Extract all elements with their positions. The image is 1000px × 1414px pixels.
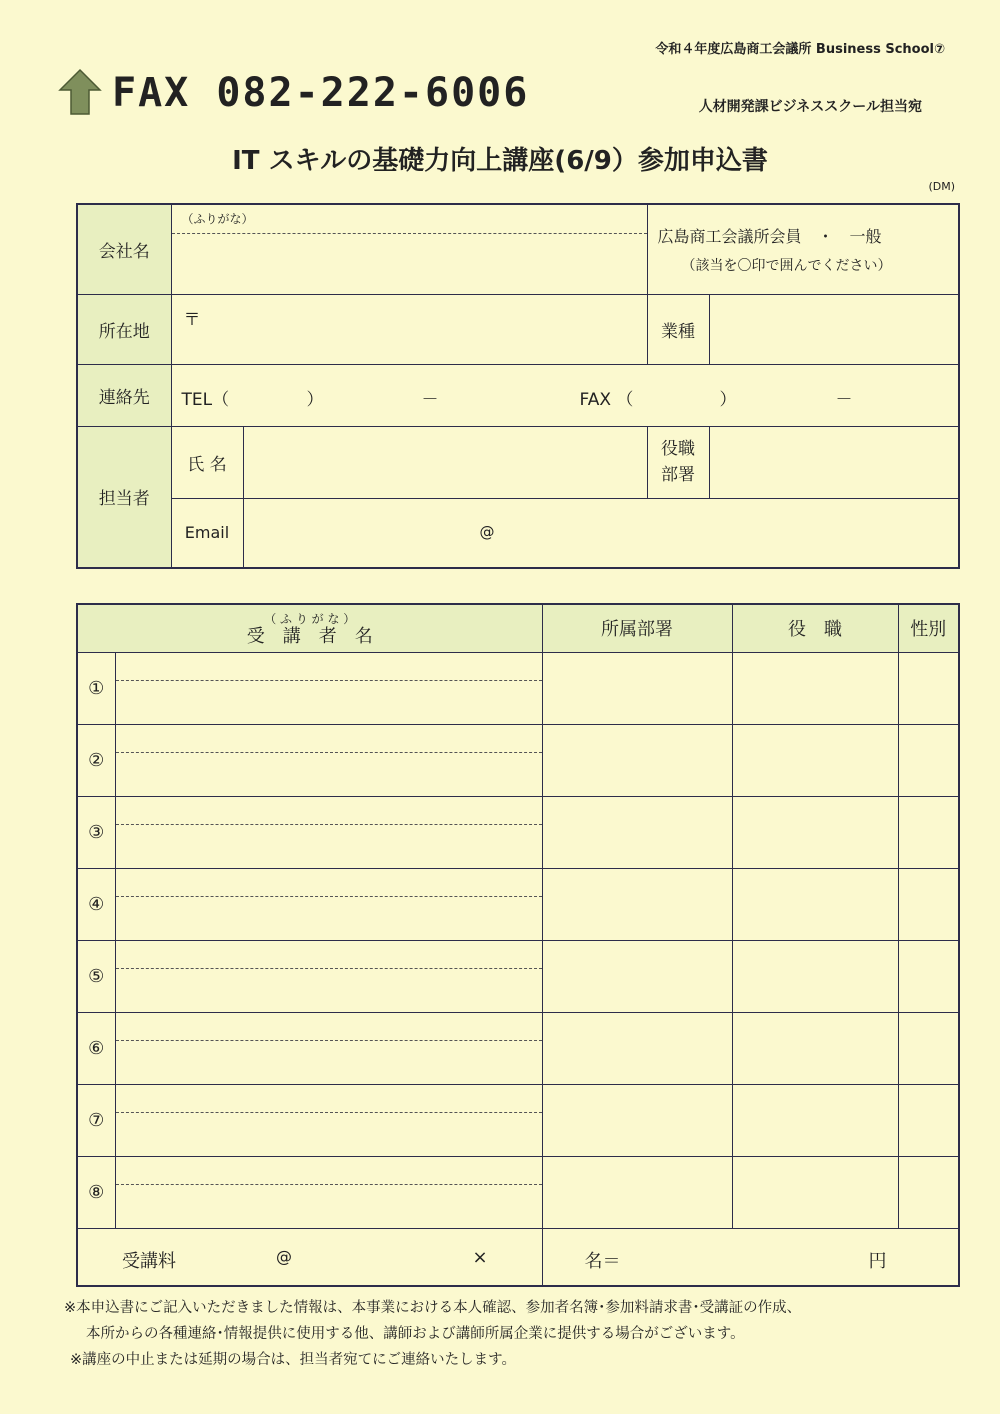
participant-number: ⑧: [77, 1156, 115, 1228]
participant-furigana-line[interactable]: [116, 653, 542, 681]
participant-row: [77, 868, 959, 940]
participant-number: ⑦: [77, 1084, 115, 1156]
participants-table: [76, 603, 960, 1287]
fax-label: FAX （: [579, 389, 634, 410]
participant-gender-field[interactable]: [898, 1012, 959, 1084]
email-field[interactable]: [243, 498, 959, 568]
participant-gender-field[interactable]: [898, 1156, 959, 1228]
participant-gender-field[interactable]: [898, 652, 959, 724]
fee-at: @: [276, 1246, 292, 1266]
membership-note: （該当を〇印で囲んでください）: [681, 257, 892, 274]
company-label: 会社名: [77, 204, 171, 294]
industry-field[interactable]: [709, 294, 959, 364]
participant-dept-field[interactable]: [542, 868, 732, 940]
participant-name-field[interactable]: [115, 1156, 542, 1228]
participant-furigana-line[interactable]: [116, 869, 542, 897]
tel-close: ）: [306, 389, 324, 410]
participant-position-field[interactable]: [732, 652, 898, 724]
company-field[interactable]: [171, 204, 647, 294]
company-furigana: （ふりがな）: [172, 205, 647, 234]
participant-dept-field[interactable]: [542, 1012, 732, 1084]
dept-header: 所属部署: [542, 604, 732, 652]
fee-times: ×: [472, 1246, 488, 1268]
name-header-cell: [77, 604, 542, 652]
participant-position-field[interactable]: [732, 940, 898, 1012]
participant-dept-field[interactable]: [542, 724, 732, 796]
email-label: Email: [171, 498, 243, 568]
participant-number: ①: [77, 652, 115, 724]
participant-gender-field[interactable]: [898, 796, 959, 868]
addressee: 人材開発課ビジネススクール担当宛: [698, 99, 922, 115]
participant-number: ⑥: [77, 1012, 115, 1084]
participant-name-field[interactable]: [115, 796, 542, 868]
participant-name-field[interactable]: [115, 724, 542, 796]
participant-dept-field[interactable]: [542, 1156, 732, 1228]
participant-position-field[interactable]: [732, 868, 898, 940]
address-label: 所在地: [77, 294, 171, 364]
participant-name-field[interactable]: [115, 940, 542, 1012]
participant-name-field[interactable]: [115, 652, 542, 724]
fee-calc-cell[interactable]: [472, 1228, 959, 1286]
fax-dash: －: [835, 389, 853, 410]
position-field[interactable]: [709, 426, 959, 498]
fax-close: ）: [719, 389, 737, 410]
participant-row: [77, 1156, 959, 1228]
series-label: 令和４年度広島商工会議所 Business School⑦: [655, 42, 945, 57]
fax-number: FAX 082-222-6006: [112, 70, 530, 116]
participant-dept-field[interactable]: [542, 1084, 732, 1156]
up-arrow-icon: [58, 68, 102, 116]
participant-furigana-line[interactable]: [116, 1157, 542, 1185]
position-label: [647, 426, 709, 498]
postal-mark: 〒: [183, 309, 201, 330]
note-line-3: ※講座の中止または延期の場合は、担当者宛てにご連絡いたします。: [70, 1352, 516, 1368]
participant-number: ⑤: [77, 940, 115, 1012]
gender-header: 性別: [898, 604, 959, 652]
name-header-furigana: （ ふ り が な ）: [264, 612, 356, 627]
position-label-line2: 部署: [661, 465, 696, 485]
participant-position-field[interactable]: [732, 1012, 898, 1084]
note-line-1: ※本申込書にご記入いただきました情報は、本事業における本人確認、参加者名簿･参加料請求書･受講証の作成、: [64, 1300, 802, 1316]
note-line-2: 本所からの各種連絡･情報提供に使用する他、講師および講師所属企業に提供する場合がございます。: [86, 1326, 745, 1342]
name-header: 受 講 者 名: [246, 626, 373, 648]
name-field[interactable]: [243, 426, 647, 498]
dm-mark: (DM): [928, 180, 955, 193]
address-field[interactable]: [171, 294, 647, 364]
participant-name-field[interactable]: [115, 1012, 542, 1084]
position-header: 役 職: [732, 604, 898, 652]
form-title: IT スキルの基礎力向上講座(6/9）参加申込書: [232, 146, 768, 176]
participant-position-field[interactable]: [732, 1084, 898, 1156]
membership-options[interactable]: 広島商工会議所会員 ・ 一般: [657, 226, 882, 246]
tel-dash: －: [421, 389, 439, 410]
participant-row: [77, 724, 959, 796]
participant-position-field[interactable]: [732, 1156, 898, 1228]
tel-label: TEL（: [181, 389, 230, 410]
fee-label: 受講料: [122, 1250, 176, 1272]
participant-row: [77, 652, 959, 724]
name-label: 氏 名: [171, 426, 243, 498]
participant-dept-field[interactable]: [542, 940, 732, 1012]
participant-number: ②: [77, 724, 115, 796]
participant-gender-field[interactable]: [898, 1084, 959, 1156]
participant-dept-field[interactable]: [542, 652, 732, 724]
participant-furigana-line[interactable]: [116, 1085, 542, 1113]
fee-yen: 円: [868, 1250, 887, 1272]
participant-furigana-line[interactable]: [116, 941, 542, 969]
participant-row: [77, 796, 959, 868]
participant-name-field[interactable]: [115, 1084, 542, 1156]
participant-furigana-line[interactable]: [116, 725, 542, 753]
participant-number: ③: [77, 796, 115, 868]
fee-count: 名＝: [584, 1250, 621, 1272]
position-label-line1: 役職: [661, 439, 696, 459]
participant-furigana-line[interactable]: [116, 1013, 542, 1041]
participant-row: [77, 1012, 959, 1084]
participant-gender-field[interactable]: [898, 868, 959, 940]
contact-field[interactable]: [171, 364, 959, 426]
participant-number: ④: [77, 868, 115, 940]
email-at: @: [479, 522, 495, 541]
participant-dept-field[interactable]: [542, 796, 732, 868]
applicant-table: [76, 203, 960, 569]
participant-gender-field[interactable]: [898, 724, 959, 796]
person-label: 担当者: [77, 426, 171, 568]
participant-position-field[interactable]: [732, 796, 898, 868]
membership-cell[interactable]: [647, 204, 959, 294]
contact-label: 連絡先: [77, 364, 171, 426]
participant-name-field[interactable]: [115, 868, 542, 940]
participant-gender-field[interactable]: [898, 940, 959, 1012]
participant-row: [77, 940, 959, 1012]
participant-row: [77, 1084, 959, 1156]
industry-label: 業種: [647, 294, 709, 364]
participant-furigana-line[interactable]: [116, 797, 542, 825]
participant-position-field[interactable]: [732, 724, 898, 796]
